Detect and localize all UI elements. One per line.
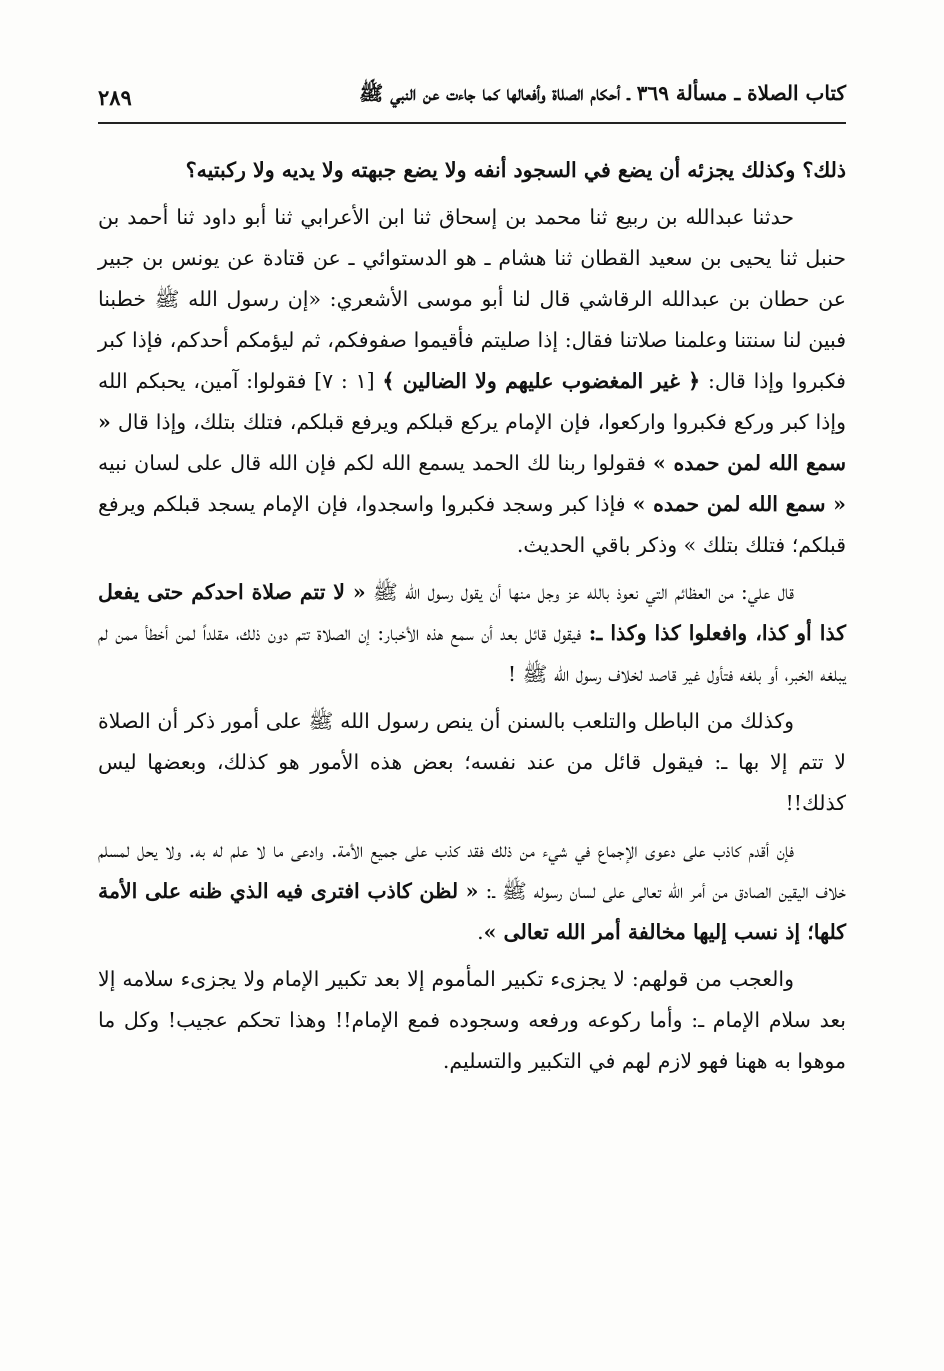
paragraph-sunan [98,701,846,824]
paragraph-text: . [477,920,484,944]
paragraph-text: حدثنا عبدالله بن ربيع ثنا محمد بن إسحاق ثنا ابن الأعرابي ثنا أبو داود ثنا أحمد بن حنبل ثنا يحيى بن سعيد القطان ثنا هشام ـ هو الدستوائي ـ عن قتادة عن يونس بن جبير عن حطان بن عبدالله الرقاشي قال لنا أبو موسى الأشعري: «إن رسول الله ﷺ خطبنا فبين لنا سنتنا وعلمنا صلاتنا فقال: إذا صليتم فأقيموا صفوفكم، ثم ليؤمكم أحدكم، فإذا كبر فكبروا وإذا قال: [98,205,846,393]
paragraph-hadith [98,197,846,566]
page-header [98,66,846,110]
body-text [98,150,846,1082]
paragraph-text: قال علي: من العظائم التي نعوذ بالله عز وجل منها أن يقول رسول الله ﷺ [372,580,794,604]
paragraph-text: فقولوا ربنا لك الحمد يسمع الله لكم فإن الله قال على لسان نبيه [98,451,646,475]
paragraph-text: ذلك؟ وكذلك يجزئه أن يضع في السجود أنفه ولا يضع جبهته ولا يديه ولا ركبتيه؟ [185,158,846,182]
paragraph-ali [98,572,846,695]
hadith-quote: « سمع الله لمن حمده » [98,410,846,475]
paragraph-text: فإذا كبر وسجد فكبروا واسجدوا، فإن الإمام يسجد قبلكم ويرفع قبلكم؛ فتلك بتلك » وذكر باقي الحديث. [98,492,846,557]
paragraph-text: فيقول قائل بعد أن سمع هذه الأخبار: إن الصلاة تتم دون ذلك، مقلداً لمن أخطأ ممن لم يبلغه الخبر، أو بلغه فتأول غير قاصد لخلاف رسول الله ﷺ ! [98,621,846,686]
page-number: ٢٨٩ [98,85,132,110]
paragraph-text: [١ : ٧] فقولوا: آمين، يحبكم الله وإذا كبر وركع فكبروا واركعوا، فإن الإمام يركع قبلكم ويرفع قبلكم، فتلك بتلك، وإذا قال [98,369,846,434]
paragraph-ajab [98,959,846,1082]
header-rule [98,122,846,124]
running-title: كتاب الصلاة ـ مسألة ٣٦٩ ـ أحكام الصلاة وأفعالها كما جاءت عن النبي ﷺ [359,81,846,105]
paragraph-continuation [98,150,846,191]
paragraph-text: والعجب من قولهم: لا يجزىء تكبير المأموم إلا بعد تكبير الإمام ولا يجزىء سلامه إلا بعد سلام الإمام ـ: وأما ركوعه ورفعه وسجوده فمع الإمام!! وهذا تحكم عجيب! وكل ما موهوا به ههنا فهو لازم لهم في التكبير والتسليم. [98,967,846,1073]
paragraph-text: فإن أقدم كاذب على دعوى الإجماع في شيء من ذلك فقد كذب على جميع الأمة. وادعى ما لا علم له به. ولا يحل لمسلم خلاف اليقين الصادق من أمر الله تعالى على لسان رسوله ﷺ ـ: [98,838,846,903]
hadith-quote: « لا تتم صلاة احدكم حتى يفعل كذا أو كذا، وافعلوا كذا وكذا ـ: [98,580,846,645]
paragraph-text: وكذلك من الباطل والتلعب بالسنن أن ينص رسول الله ﷺ على أمور ذكر أن الصلاة لا تتم إلا بها ـ: فيقول قائل من عند نفسه؛ بعض هذه الأمور هو كذلك، وبعضها ليس كذلك!! [98,709,846,815]
hadith-quote: « سمع الله لمن حمده » [632,492,846,516]
quran-quote: ﴿ غير المغضوب عليهم ولا الضالين ﴾ [382,369,701,393]
paragraph-ijma [98,830,846,953]
emphasis-quote: « لظن كاذب افترى فيه الذي ظنه على الأمة كلها؛ إذ نسب إليها مخالفة أمر الله تعالى » [98,879,846,944]
